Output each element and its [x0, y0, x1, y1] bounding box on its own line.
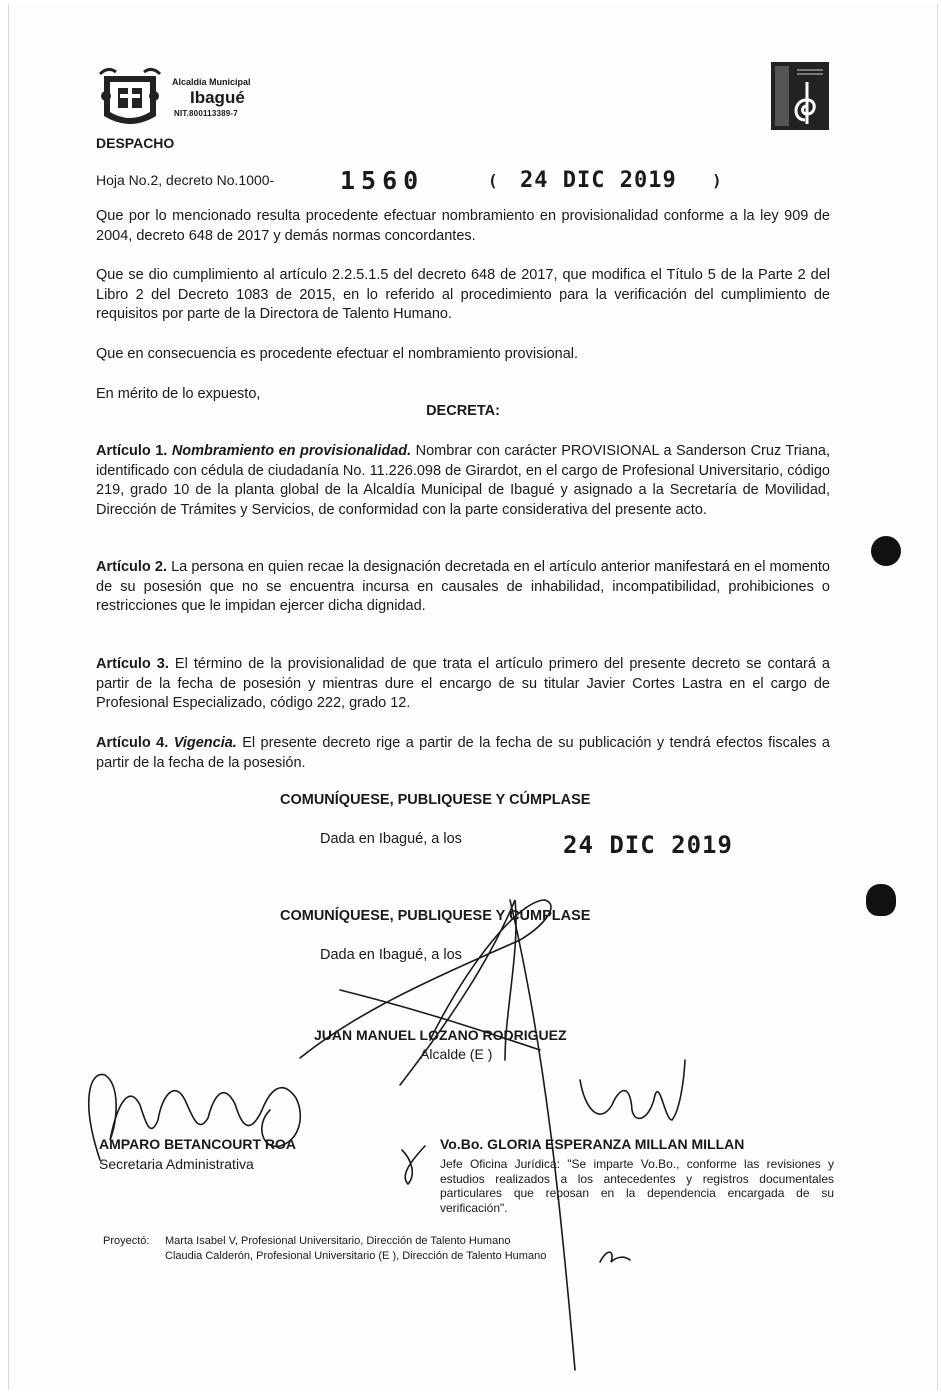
article-4-title: Vigencia.: [173, 735, 237, 751]
article-4-head: Artículo 4.: [96, 735, 169, 751]
close-paren: ): [712, 171, 722, 190]
logo-city: Ibagué: [190, 88, 245, 107]
decreta-heading: DECRETA:: [426, 403, 500, 419]
article-3-head: Artículo 3.: [96, 656, 169, 672]
paragraph-2: Que se dio cumplimiento al artículo 2.2.5.1.5 del decreto 648 de 2017, que modifica el Título 5 de la Parte 2 del Libro 2 del Decreto 1083 de 2015, en lo referido al procedimiento para la verificación del cumplimiento de requisitos por parte de la Directora de Talento Humano.: [96, 267, 830, 322]
article-1-title: Nombramiento en provisionalidad.: [171, 443, 412, 459]
article-2-head: Artículo 2.: [96, 559, 167, 575]
decree-date: 24 DIC 2019: [520, 168, 677, 193]
article-4-text: El presente decreto rige a partir de la fecha de su publicación y tendrá efectos fiscales a partir de la fecha de la posesión.: [96, 735, 831, 771]
vobo-name: Vo.Bo. GLORIA ESPERANZA MILLAN MILLAN: [440, 1136, 745, 1152]
paragraph-3: Que en consecuencia es procedente efectuar el nombramiento provisional.: [96, 346, 579, 362]
secretary-signature: [89, 1074, 301, 1160]
article-3-text: El término de la provisionalidad de que trata el artículo primero del presente decreto se contará a partir de la fecha de posesión y mientras dure el encargo de su titular Javier Cortes Lastra en el cargo de Profesional Especializado, código 222, grado 12.: [96, 656, 830, 711]
article-1-text: Nombrar con carácter PROVISIONAL a Sanderson Cruz Triana, identificado con cédula de ciudadanía No. 11.226.098 de Girardot, en el cargo de Profesional Universitario, código 219, grado 10 de la planta global de la Alcaldía Municipal de Ibagué y asignado a la Secretaría de Movilidad, Dirección de Trámites y Servicios, de conformidad con la parte considerativa del presente acto.: [96, 443, 830, 518]
comuniquese-1: COMUNÍQUESE, PUBLIQUESE Y CÚMPLASE: [280, 792, 591, 808]
proyecto-line2: Claudia Calderón, Profesional Universitario (E ), Dirección de Talento Humano: [165, 1250, 547, 1262]
secretary-role: Secretaria Administrativa: [99, 1156, 254, 1172]
article-2-text: La persona en quien recae la designación decretada en el artículo anterior manifestará en el momento de su posesión que no se encuentra incursa en causales de inhabilidad, incompatibilidad, prohibiciones o restricciones que le impidan ejercer dicha dignidad.: [96, 559, 830, 614]
paragraph-1: Que por lo mencionado resulta procedente efectuar nombramiento en provisionalidad conforme a la ley 909 de 2004, decreto 648 de 2017 y demás normas concordantes.: [96, 208, 830, 244]
vobo-text: Jefe Oficina Jurídica: "Se imparte Vo.Bo., conforme las revisiones y estudios realizados a los antecedentes y registros documentales particulares que reposan en la dependencia encargada de su verificación".: [440, 1157, 834, 1215]
open-paren: (: [488, 171, 498, 190]
mayor-signature: [300, 900, 685, 1370]
secretary-name: AMPARO BETANCOURT ROA: [99, 1136, 297, 1152]
mayor-role: Alcalde (E ): [420, 1046, 493, 1062]
decree-number: 1560: [340, 166, 425, 195]
hoja-label: Hoja No.2, decreto No.1000-: [96, 172, 275, 188]
paragraph-4: En mérito de lo expuesto,: [96, 386, 261, 402]
logo-nit: NIT.800113389-7: [174, 109, 238, 118]
dada-date: 24 DIC 2019: [563, 831, 733, 859]
mayor-name: JUAN MANUEL LOZANO RODRIGUEZ: [314, 1027, 567, 1043]
despacho-label: DESPACHO: [96, 135, 175, 151]
article-1-head: Artículo 1.: [96, 443, 168, 459]
proyecto-line1: Marta Isabel V, Profesional Universitario, Dirección de Talento Humano: [165, 1235, 511, 1247]
dada-1: Dada en Ibagué, a los: [320, 831, 462, 847]
comuniquese-2: COMUNÍQUESE, PUBLIQUESE Y CÚMPLASE: [280, 908, 591, 924]
initials-mark: [402, 1146, 630, 1262]
dada-2: Dada en Ibagué, a los: [320, 947, 462, 963]
proyecto-label: Proyectó:: [103, 1235, 150, 1247]
logo-line1: Alcaldía Municipal: [172, 77, 251, 87]
